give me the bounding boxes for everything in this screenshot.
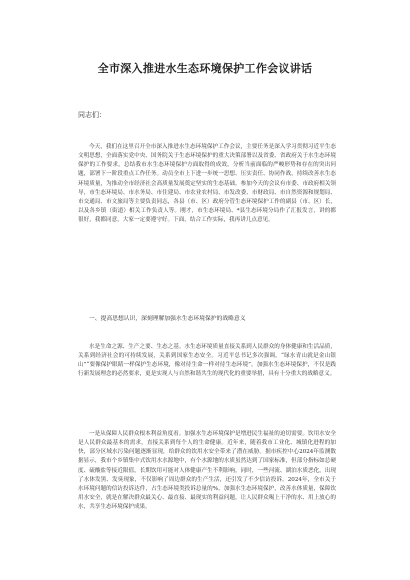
document-title: 全市深入推进水生态环境保护工作会议讲话 xyxy=(97,62,313,75)
section-heading: 一、提高思想认识，深刻理解加强水生态环境保护的战略意义 xyxy=(89,316,246,322)
salutation: 同志们： xyxy=(78,111,106,119)
opening-paragraph: 今天，我们在这里召开全市深入推进水生态环境保护工作会议，主要任务是深入学习贯彻习近平生态文明思想，全面落实党中央、国务院关于生态环境保护的重大决策部署以及省委、省政府关于水生态环境保护的工作要求，总结我市水生态环境保护方面取得的成效，分析当前面临的严峻形势和存在的突出问题，部署下一阶段重点工作任务。动员全市上下进一步统一思想、压实责任、协同作战，持续改善水生态环境质量，为推动全市经济社会高质量发展奠定坚实的生态基础。参加今天的会议有市委、市政府相关领导，市生态环境局、市水务局、市住建局、市农业农村局、市发改委、市财政局、市自然资源和规划局、市交通局、市文旅局等主要负责同志，各县（市、区）政府分管生态环境保护工作的副县（市、区）长，以及各乡镇（街道）相关工作负责人等。刚才，市生态环境局、*县生态环境分局作了汇报发言，讲的都很好，我都同意，大家一定要遵守好。下面，结合工作实际，我再讲几点意见。 xyxy=(78,144,336,224)
body-paragraph: 水是生命之源、生产之要、生态之基。水生态环境质量直接关系到人民群众的身体健康和生活品质，关系到经济社会的可持续发展，关系到国家生态安全。习近平总书记多次强调，“绿水青山就是金山银山”“要像保护眼睛一样保护生态环境，像对待生命一样对待生态环境”。加强水生态环境保护，不仅是践行新发展理念的必然要求，更是实现人与自然和谐共生的现代化的重要举措，具有十分重大的战略意义。 xyxy=(78,344,336,378)
body-paragraph: 一是从保障人民群众根本利益角度看。加强水生态环境保护是增进民生福祉的迫切需要。饮用水安全是人民群众最基本的需求，直接关系到每个人的生命健康。近年来，随着我市工业化、城镇化进程的加快，部分区域水污染问题逐渐显现，给群众的饮用水安全带来了潜在威胁。据市疾控中心2024年监测数据显示，我市个乡镇集中式饮用水水源地中，有个水源地的水质虽然达到了国家标准，但部分指标如总硬度、硫酸盐等接近限值，长期饮用可能对人体健康产生不利影响。同时，一些河流、湖泊水质恶化，出现了水体发黑、发臭现象，不仅影响了周边群众的生产生活，还引发了不少信访投诉。2024年，全市关于水环境问题的信访投诉达件，占生态环境类投诉总量的%。加强水生态环境保护，改善水体质量，保障饮用水安全，就是在解决群众最关心、最直接、最现实的利益问题，让人民群众喝上干净的水、用上放心的水，共享生态环境保护成果。 xyxy=(78,431,336,511)
